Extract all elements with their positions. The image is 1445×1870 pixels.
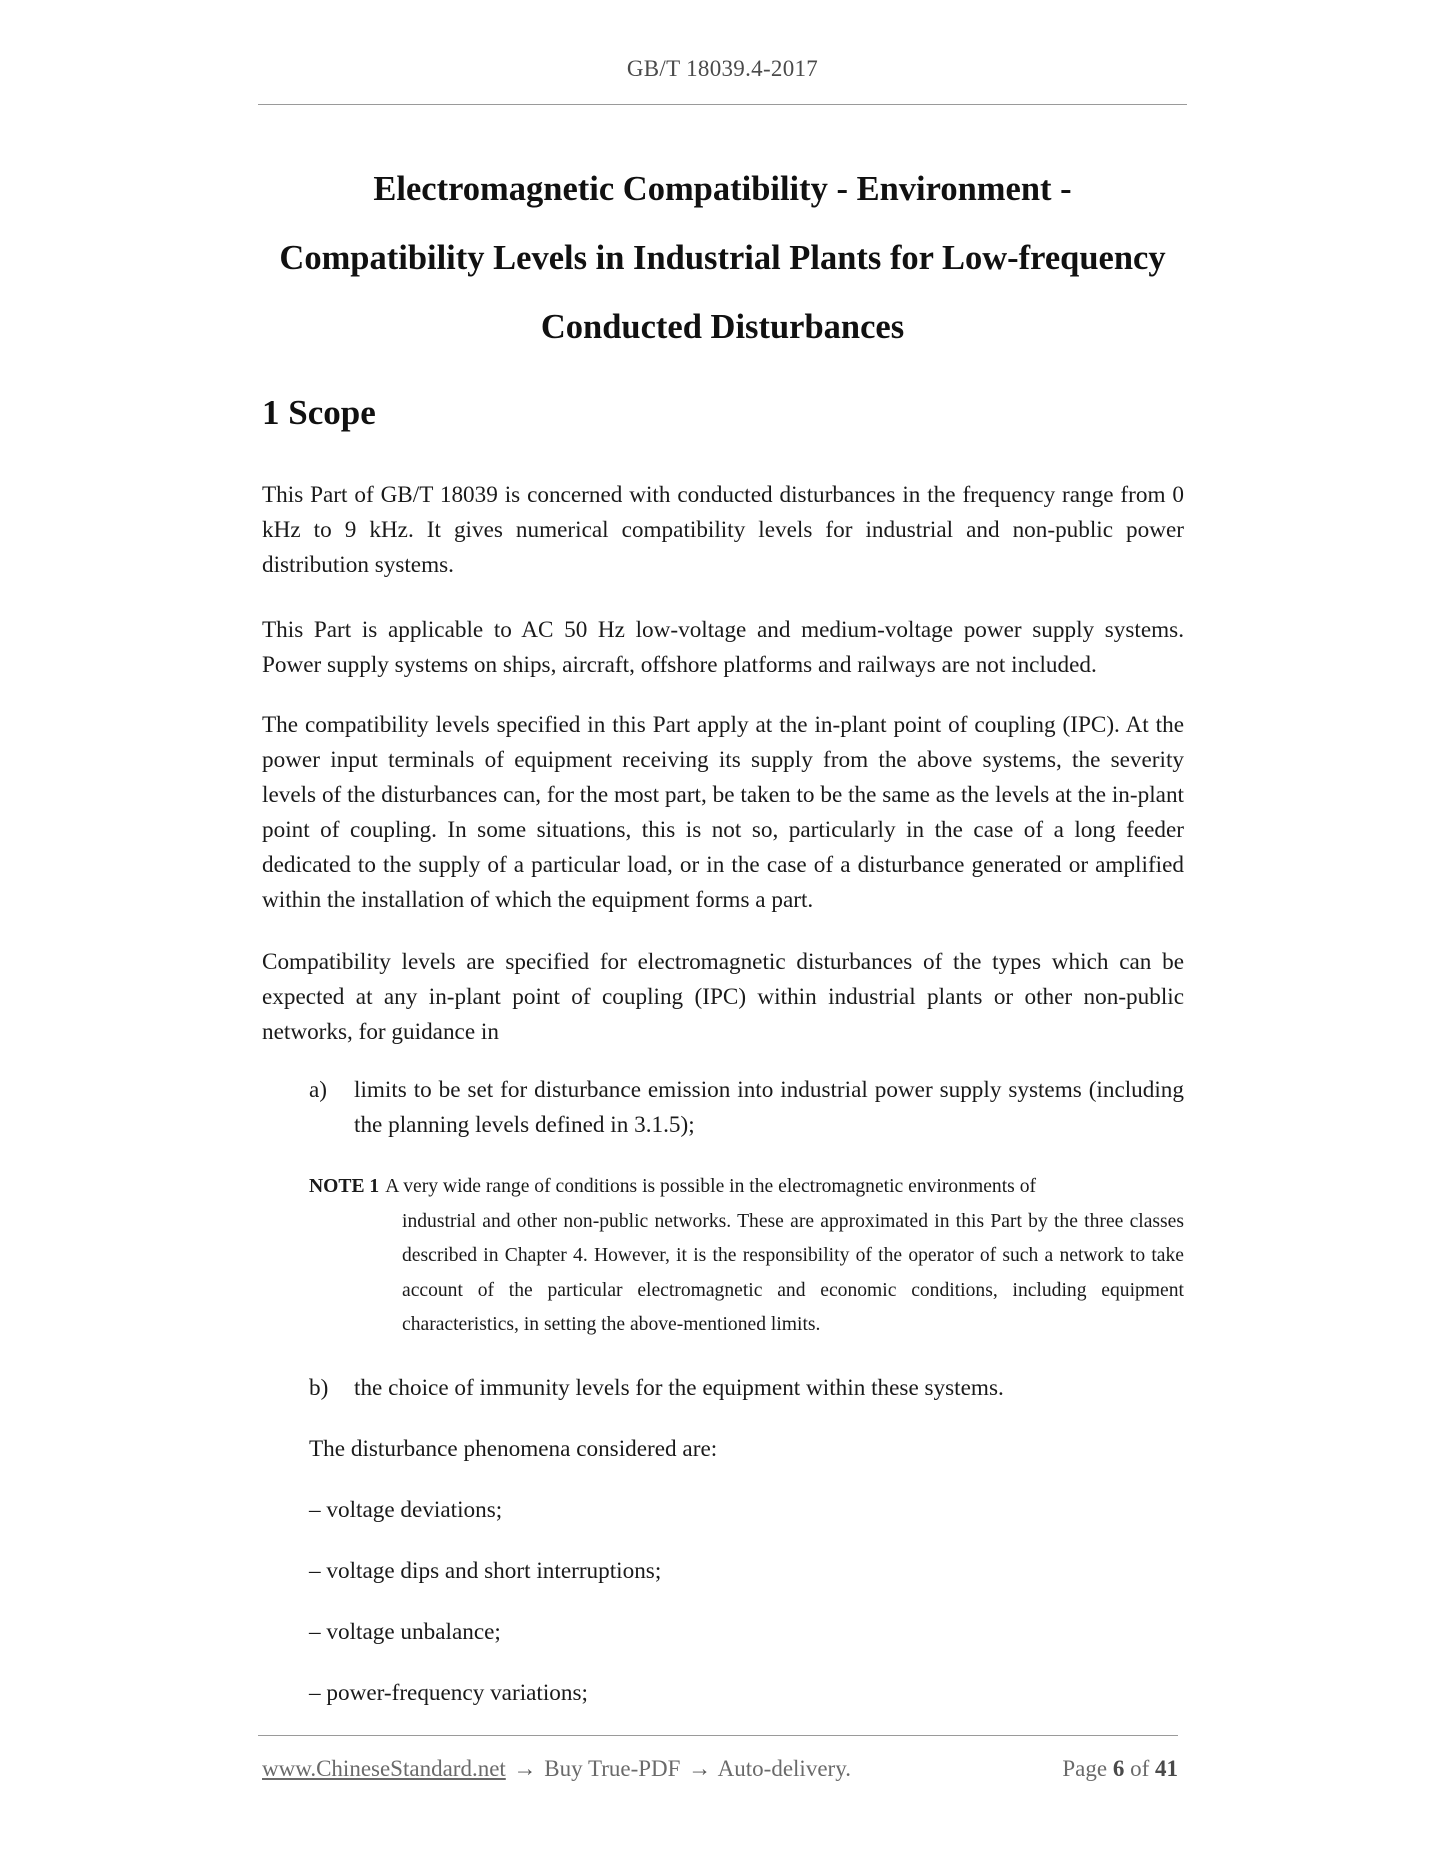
paragraph: This Part of GB/T 18039 is concerned with conducted disturbances in the frequency range from 0 kHz to 9 kHz. It gives numerical compatibility levels for industrial and non-public power distribution systems. xyxy=(262,482,1184,578)
title-line-2: Compatibility Levels in Industrial Plants for Low-frequency xyxy=(279,239,1166,277)
section-heading: 1 Scope xyxy=(262,393,376,432)
phenomena-item: – voltage unbalance; xyxy=(309,1619,501,1645)
note-first-line: A very wide range of conditions is possible in the electromagnetic environments of xyxy=(385,1176,1037,1197)
of-label: of xyxy=(1130,1756,1150,1781)
footer-divider xyxy=(258,1735,1178,1736)
website-link[interactable]: www.ChineseStandard.net xyxy=(262,1756,506,1781)
note-label: NOTE 1 xyxy=(309,1176,380,1197)
page-number: 6 xyxy=(1112,1756,1125,1781)
note-continuation: industrial and other non-public networks. These are approximated in this Part by the three classes described in Chapter 4. However, it is the responsibility of the operator of such a network to take account of the particular electromagnetic and economic conditions, including equipment characteristics, in setting the above-mentioned limits. xyxy=(402,1210,1184,1336)
list-marker: a) xyxy=(309,1077,328,1103)
footer-promo xyxy=(262,1756,851,1782)
list-item-text: limits to be set for disturbance emission into industrial power supply systems (including the planning levels defined in 3.1.5); xyxy=(354,1077,1184,1138)
list-item-text: the choice of immunity levels for the equipment within these systems. xyxy=(354,1375,1004,1401)
note-block xyxy=(309,1170,1184,1343)
paragraph: The compatibility levels specified in this Part apply at the in-plant point of coupling (IPC). At the power input terminals of equipment receiving its supply from the above systems, the severity levels of the disturbances can, for the most part, be taken to be the same as the levels at the in-plant point of coupling. In some situations, this is not so, particularly in the case of a long feeder dedicated to the supply of a particular load, or in the case of a disturbance generated or amplified within the installation of which the equipment forms a part. xyxy=(262,712,1184,913)
header-divider xyxy=(258,104,1187,105)
running-header: GB/T 18039.4-2017 xyxy=(626,56,819,81)
phenomena-item: – voltage dips and short interruptions; xyxy=(309,1558,662,1584)
list-marker: b) xyxy=(309,1375,329,1401)
paragraph: This Part is applicable to AC 50 Hz low-voltage and medium-voltage power supply systems. Power supply systems on ships, aircraft, offshore platforms and railways are not included. xyxy=(262,617,1184,678)
page-label: Page xyxy=(1062,1756,1108,1781)
phenomena-item: – power-frequency variations; xyxy=(309,1680,588,1706)
buy-pdf-text: Buy True-PDF xyxy=(544,1756,681,1781)
phenomena-intro: The disturbance phenomena considered are: xyxy=(309,1436,718,1462)
auto-delivery-text: Auto-delivery. xyxy=(717,1756,851,1781)
document-title xyxy=(258,155,1187,362)
total-pages: 41 xyxy=(1155,1756,1178,1781)
arrow-right-icon: → xyxy=(513,1756,537,1781)
list-item xyxy=(309,1371,1184,1406)
list-item xyxy=(309,1073,1184,1143)
title-line-1: Electromagnetic Compatibility - Environment - xyxy=(373,170,1072,208)
arrow-right-icon: → xyxy=(688,1756,712,1781)
page-indicator xyxy=(1062,1756,1178,1782)
paragraph: Compatibility levels are specified for electromagnetic disturbances of the types which can be expected at any in-plant point of coupling (IPC) within industrial plants or other non-public networks, for guidance in xyxy=(262,949,1184,1045)
phenomena-item: – voltage deviations; xyxy=(309,1497,503,1523)
title-line-3: Conducted Disturbances xyxy=(540,308,905,346)
